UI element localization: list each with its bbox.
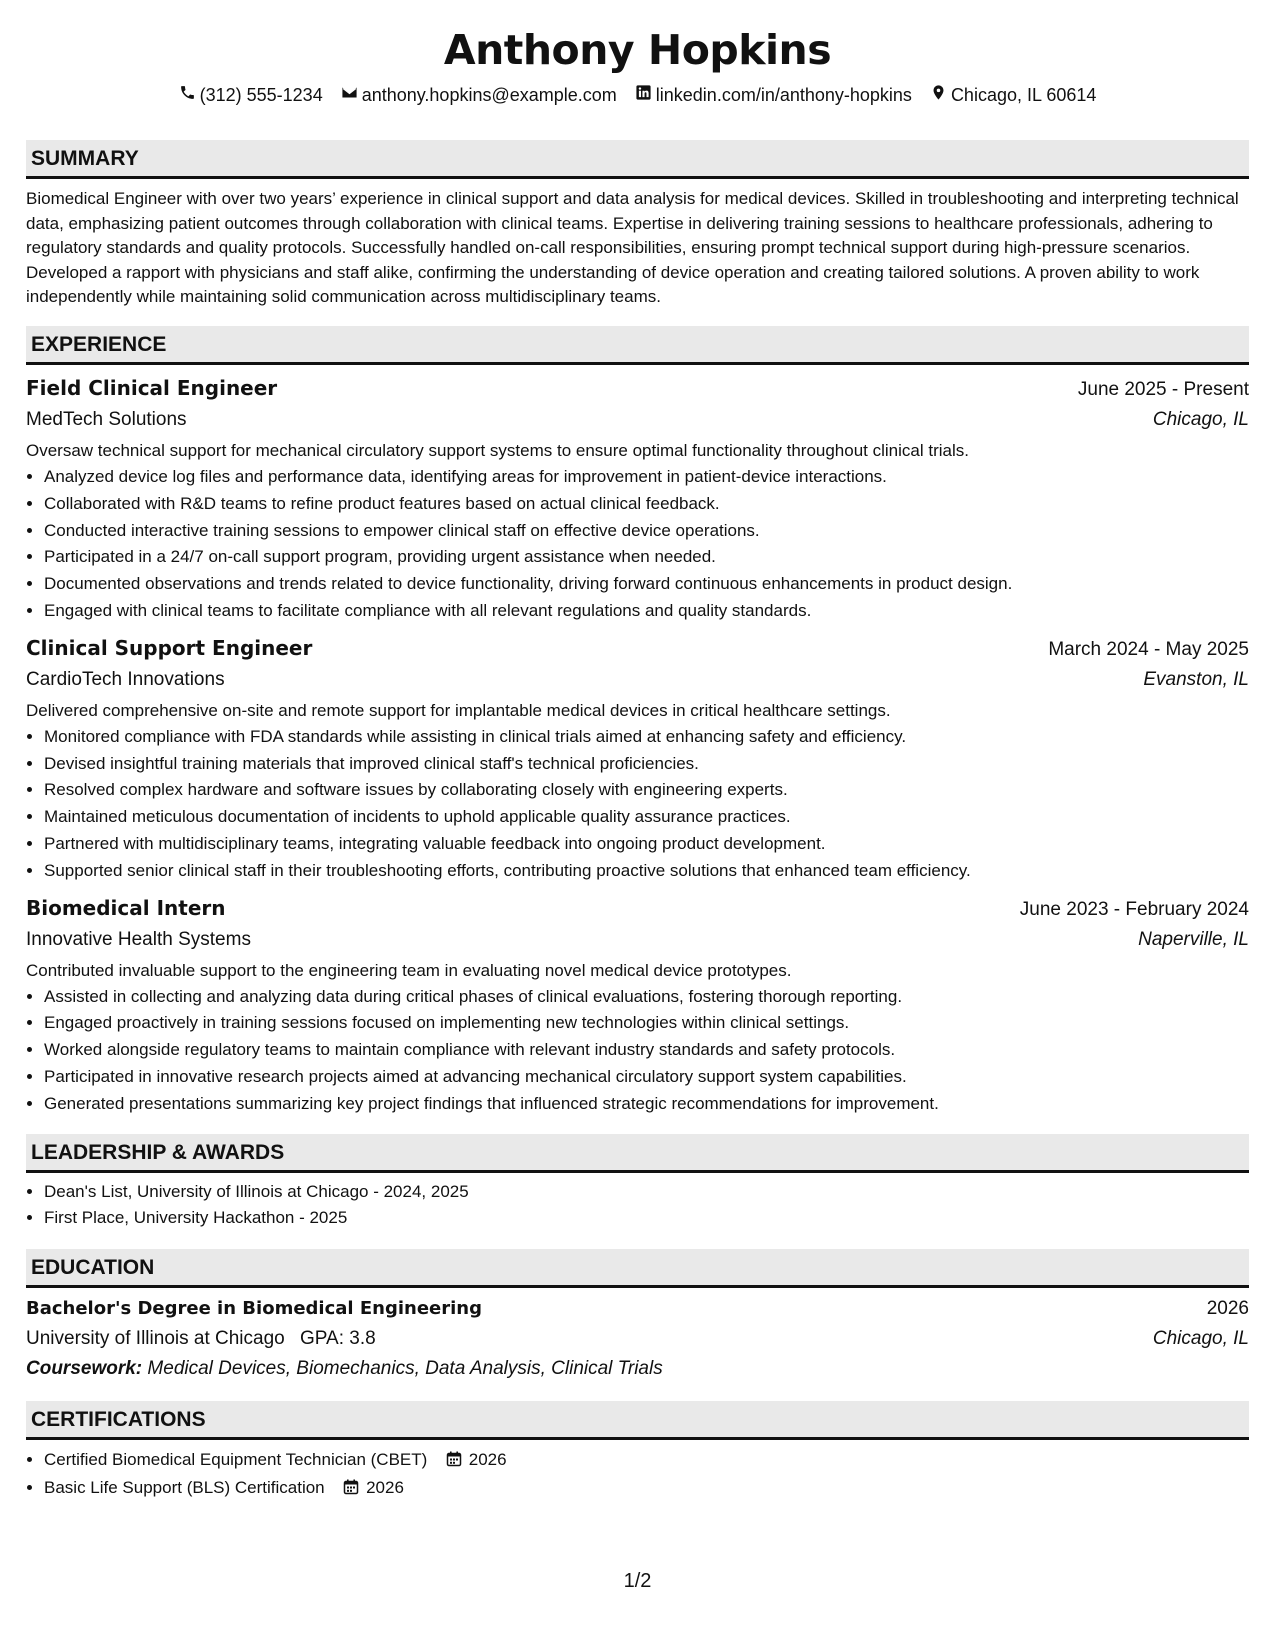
summary-section — [26, 140, 1249, 310]
list-item: • Resolved complex hardware and software issues by collaborating closely with engineering experts. — [44, 777, 1249, 804]
job-bullets — [26, 724, 1249, 885]
job-bullets — [26, 984, 1249, 1118]
job-location: Evanston, IL — [1143, 668, 1249, 690]
company-name: MedTech Solutions — [26, 408, 187, 430]
list-item: • Supported senior clinical staff in their troubleshooting efforts, contributing proactive solutions that enhanced team efficiency. — [44, 858, 1249, 885]
summary-text: Biomedical Engineer with over two years’ experience in clinical support and data analysis for medical devices. Skilled in troubleshooting and interpreting technical data, emphasizing patient outcomes through collaboration with clinical teams. Expertise in delivering training sessions to healthcare professionals, adhering to regulatory standards and quality protocols. Successfully handled on-call responsibilities, ensuring prompt technical support during high-pressure scenarios. Developed a rapport with physicians and staff alike, confirming the understanding of device operation and creating tailored solutions. A proven ability to work independently while maintaining solid communication across multidisciplinary teams. — [26, 189, 1239, 307]
contact-bar — [26, 83, 1249, 107]
job-bullets — [26, 464, 1249, 625]
list-item: • Maintained meticulous documentation of incidents to uphold applicable quality assurance practices. — [44, 804, 1249, 831]
envelope-icon — [341, 83, 358, 107]
phone-icon — [179, 83, 196, 107]
degree-title: Bachelor's Degree in Biomedical Engineering — [26, 1297, 482, 1319]
school-location: Chicago, IL — [1152, 1327, 1249, 1349]
phone-text: (312) 555-1234 — [199, 85, 323, 105]
location-text: Chicago, IL 60614 — [950, 85, 1097, 105]
job-description: Delivered comprehensive on-site and remote support for implantable medical devices in critical healthcare settings. — [26, 700, 891, 720]
list-item: • Participated in innovative research projects aimed at advancing mechanical circulatory support system capabilities. — [44, 1064, 1249, 1091]
list-item: • Worked alongside regulatory teams to maintain compliance with relevant industry standards and safety protocols. — [44, 1037, 1249, 1064]
job-title: Biomedical Intern — [26, 895, 226, 920]
list-item: • Assisted in collecting and analyzing data during critical phases of clinical evaluations, fostering thorough reporting. — [44, 984, 1249, 1011]
gpa: GPA: 3.8 — [300, 1327, 376, 1349]
job-location: Naperville, IL — [1138, 928, 1249, 950]
linkedin-icon — [635, 83, 652, 107]
awards-list — [26, 1179, 1249, 1231]
company-name: CardioTech Innovations — [26, 668, 225, 690]
contact-linkedin[interactable] — [635, 83, 912, 107]
linkedin-text: linkedin.com/in/anthony-hopkins — [655, 85, 912, 105]
school-name: University of Illinois at Chicago — [26, 1327, 285, 1349]
education-section — [26, 1249, 1249, 1384]
job-entry — [26, 633, 1249, 885]
job-entry — [26, 893, 1249, 1118]
section-heading: EDUCATION — [26, 1249, 1249, 1288]
list-item: • Devised insightful training materials that improved clinical staff's technical proficiencies. — [44, 751, 1249, 778]
list-item: • Engaged proactively in training sessions focused on implementing new technologies within clinical settings. — [44, 1010, 1249, 1037]
contact-phone[interactable] — [179, 83, 323, 107]
list-item: • Monitored compliance with FDA standards while assisting in clinical trials aimed at enhancing safety and efficiency. — [44, 724, 1249, 751]
contact-location — [930, 83, 1096, 107]
job-location: Chicago, IL — [1152, 408, 1249, 430]
job-description: Oversaw technical support for mechanical circulatory support systems to ensure optimal functionality throughout clinical trials. — [26, 440, 969, 460]
list-item: • Partnered with multidisciplinary teams, integrating valuable feedback into ongoing product development. — [44, 831, 1249, 858]
coursework-label: Coursework: — [26, 1357, 143, 1379]
candidate-name: Anthony Hopkins — [443, 26, 832, 74]
calendar-icon — [446, 1449, 462, 1475]
certifications-section — [26, 1401, 1249, 1503]
cert-name: Certified Biomedical Equipment Technician (CBET) — [44, 1449, 428, 1469]
job-dates: March 2024 - May 2025 — [1048, 638, 1249, 660]
list-item: • Generated presentations summarizing key project findings that influenced strategic recommendations for improvement. — [44, 1091, 1249, 1118]
coursework-list: Medical Devices, Biomechanics, Data Analysis, Clinical Trials — [147, 1357, 663, 1379]
company-name: Innovative Health Systems — [26, 928, 251, 950]
page-number: 1/2 — [623, 1570, 652, 1592]
list-item: • Engaged with clinical teams to facilitate compliance with all relevant regulations and quality standards. — [44, 598, 1249, 625]
list-item: • Participated in a 24/7 on-call support program, providing urgent assistance when needed. — [44, 544, 1249, 571]
section-heading: LEADERSHIP & AWARDS — [26, 1134, 1249, 1173]
list-item: • Dean's List, University of Illinois at Chicago - 2024, 2025 — [44, 1179, 1249, 1205]
graduation-year: 2026 — [1206, 1297, 1249, 1319]
coursework — [26, 1354, 1249, 1384]
section-heading: CERTIFICATIONS — [26, 1401, 1249, 1440]
list-item: • First Place, University Hackathon - 2025 — [44, 1205, 1249, 1231]
section-heading: SUMMARY — [26, 140, 1249, 179]
map-pin-icon — [930, 83, 947, 107]
section-heading: EXPERIENCE — [26, 326, 1249, 365]
job-title: Field Clinical Engineer — [26, 375, 278, 400]
job-dates: June 2025 - Present — [1077, 378, 1249, 400]
cert-year: 2026 — [468, 1449, 507, 1469]
list-item: • Documented observations and trends related to device functionality, driving forward continuous enhancements in product design. — [44, 571, 1249, 598]
cert-year: 2026 — [366, 1477, 404, 1497]
contact-email[interactable] — [341, 83, 617, 107]
calendar-icon — [343, 1477, 359, 1503]
awards-section — [26, 1134, 1249, 1231]
cert-name: Basic Life Support (BLS) Certification — [44, 1477, 325, 1497]
email-text: anthony.hopkins@example.com — [361, 85, 617, 105]
list-item: • Conducted interactive training sessions to empower clinical staff on effective device operations. — [44, 518, 1249, 545]
list-item — [44, 1447, 1249, 1475]
list-item — [44, 1475, 1249, 1503]
list-item: • Analyzed device log files and performance data, identifying areas for improvement in patient-device interactions. — [44, 464, 1249, 491]
job-entry — [26, 373, 1249, 625]
certifications-list — [26, 1447, 1249, 1503]
school-line — [26, 1324, 376, 1354]
job-title: Clinical Support Engineer — [26, 635, 313, 660]
list-item: • Collaborated with R&D teams to refine product features based on actual clinical feedback. — [44, 491, 1249, 518]
experience-section — [26, 326, 1249, 1118]
job-dates: June 2023 - February 2024 — [1019, 898, 1249, 920]
job-description: Contributed invaluable support to the engineering team in evaluating novel medical device prototypes. — [26, 960, 792, 980]
